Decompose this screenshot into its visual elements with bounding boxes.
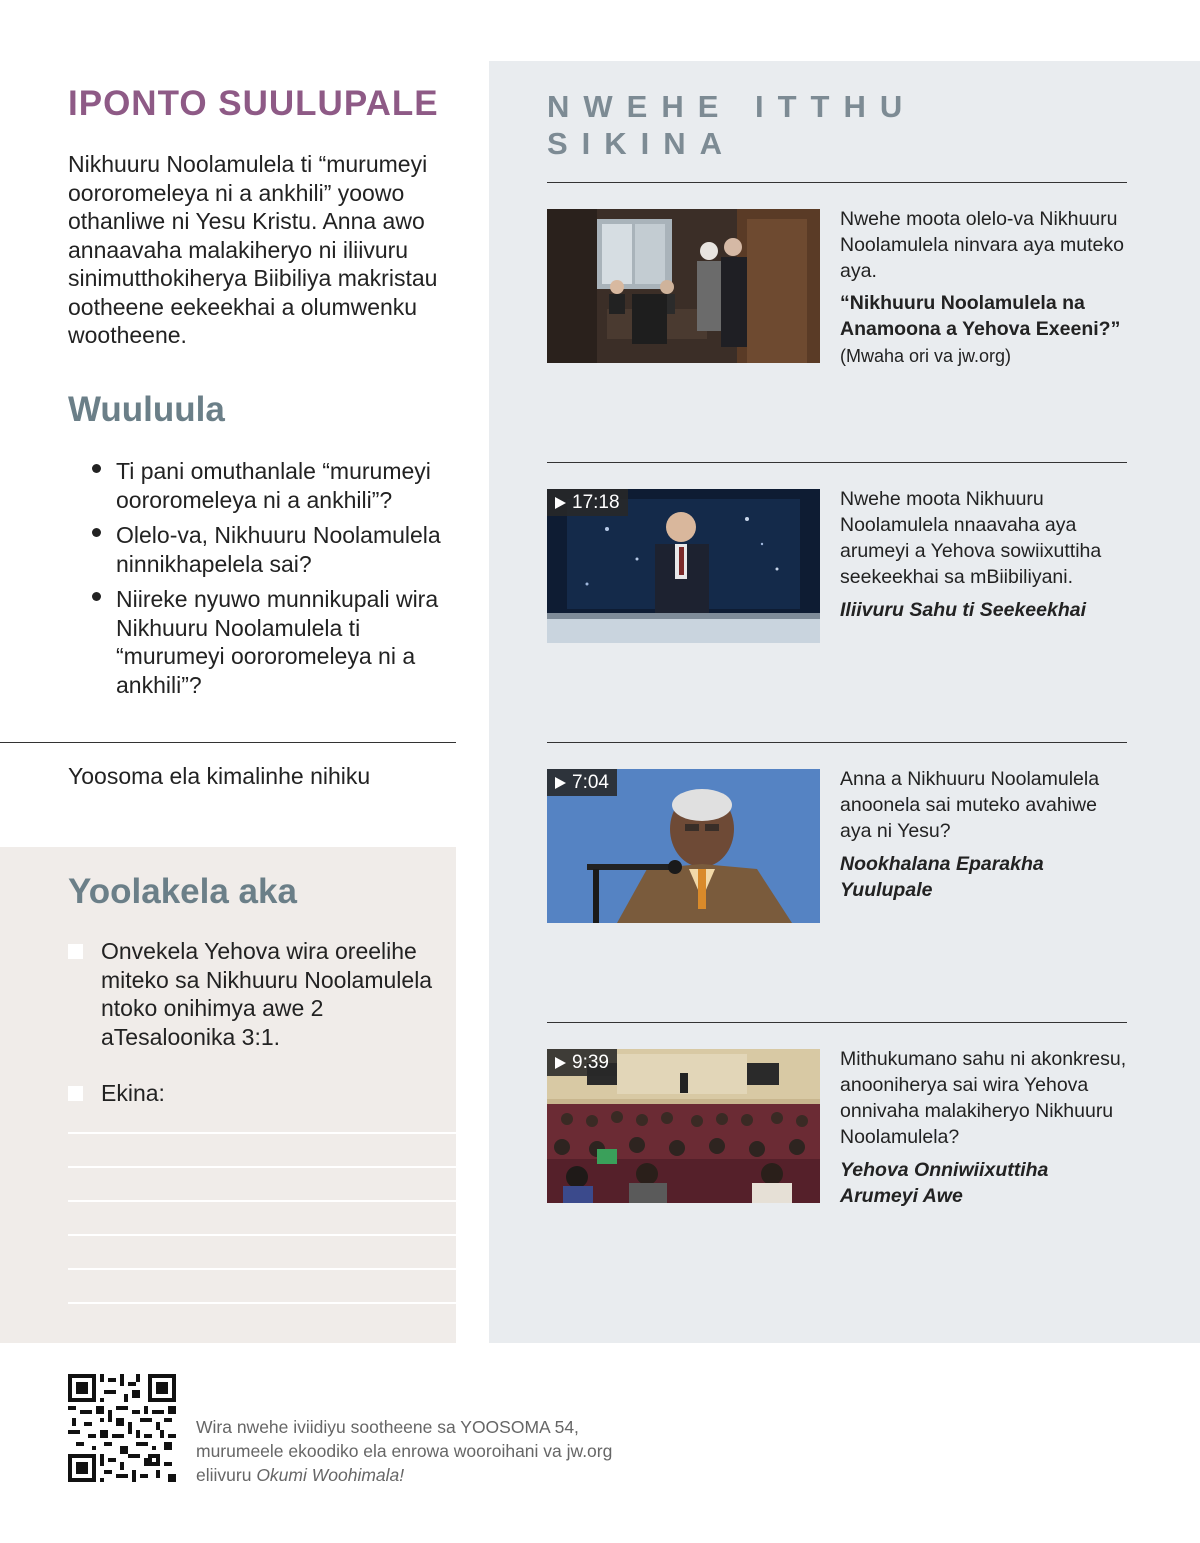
write-line[interactable] [68, 1268, 456, 1270]
bullet-icon [92, 592, 101, 601]
goals-heading: Yoolakela aka [68, 872, 297, 911]
list-item: Ti pani omuthanlale “murumeyi oororomeleya ni a ankhili”? [90, 457, 450, 514]
video-thumbnail-2[interactable] [547, 489, 820, 643]
explore-heading: NWEHE ITTHU SIKINA [547, 89, 917, 161]
write-line[interactable] [68, 1132, 456, 1134]
goal-item: Onvekela Yehova wira oreelihe miteko sa Nikhuuru Noolamulela ntoko onihimya awe 2 aTesaloonika 3:1. [68, 937, 438, 1051]
intro-paragraph: Nikhuuru Noolamulela ti “murumeyi oororomeleya ni a ankhili” yoowo othanliwe ni Yesu Kristu. Anna awo annaavaha malakiheryo ni iliivuru sinimutthokiherya Biibiliya makristau ootheene eekeekhai a olumwenku wootheene. [68, 151, 438, 348]
video-thumbnail-1[interactable] [547, 209, 820, 363]
list-item: Olelo-va, Nikhuuru Noolamulela ninnikhapelela sai? [90, 521, 450, 578]
video-thumbnail-3[interactable] [547, 769, 820, 923]
video-title-3[interactable]: Nookhalana Eparakha Yuulupale [840, 853, 1044, 901]
review-heading: Wuuluula [68, 390, 225, 429]
page-title: IPONTO SUULUPALE [68, 84, 439, 123]
checkbox-2[interactable] [68, 1086, 83, 1101]
video-thumbnail-4[interactable] [547, 1049, 820, 1203]
write-line[interactable] [68, 1200, 456, 1202]
divider [547, 1022, 1127, 1023]
qr-code-icon[interactable] [68, 1374, 176, 1482]
video-description-1: Nwehe moota olelo-va Nikhuuru Noolamulela ninvara aya muteko aya. [840, 208, 1124, 282]
write-line[interactable] [68, 1234, 456, 1236]
video-duration-badge: 9:39 [547, 1049, 617, 1076]
video-title-2[interactable]: Iliivuru Sahu ti Seekeekhai [840, 599, 1087, 621]
meeting-room-image [547, 209, 820, 363]
write-line[interactable] [68, 1302, 456, 1304]
video-duration-badge: 17:18 [547, 489, 628, 516]
also-see-text: Yoosoma ela kimalinhe nihiku [68, 763, 371, 789]
video-description-3: Anna a Nikhuuru Noolamulela anoonela sai muteko avahiwe aya ni Yesu? [840, 768, 1100, 842]
video-description-2: Nwehe moota Nikhuuru Noolamulela nnaavaha aya arumeyi a Yehova sowiixuttiha seekeekhai sa mBiibiliyani. [840, 488, 1102, 588]
list-item: Niireke nyuwo munnikupali wira Nikhuuru Noolamulela ti “murumeyi oororomeleya ni a ankhili”? [90, 585, 450, 699]
play-icon [555, 1057, 566, 1069]
divider [547, 462, 1127, 463]
checkbox-1[interactable] [68, 944, 83, 959]
bullet-icon [92, 528, 101, 537]
divider [547, 742, 1127, 743]
video-description-4: Mithukumano sahu ni akonkresu, anooniherya sai wira Yehova onnivaha malakiheryo Nikhuuru Noolamulela? [840, 1048, 1127, 1148]
play-icon [555, 777, 566, 789]
video-title-4[interactable]: Yehova Onniwiixuttiha Arumeyi Awe [840, 1159, 1049, 1207]
divider [0, 742, 456, 743]
footer-note: Wira nwehe iviidiyu sootheene sa YOOSOMA 54, murumeele ekoodiko ela enrowa wooroihani va jw.org eliivuru Okumi Woohimala! [196, 1417, 613, 1485]
divider [547, 182, 1127, 183]
bullet-icon [92, 464, 101, 473]
video-duration-badge: 7:04 [547, 769, 617, 796]
video-title-1[interactable]: “Nikhuuru Noolamulela na Anamoona a Yehova Exeeni?” [840, 292, 1121, 340]
play-icon [555, 497, 566, 509]
write-line[interactable] [68, 1166, 456, 1168]
video-note-1: (Mwaha ori va jw.org) [840, 346, 1012, 366]
review-questions [90, 457, 450, 706]
goal-item: Ekina: [68, 1079, 438, 1108]
